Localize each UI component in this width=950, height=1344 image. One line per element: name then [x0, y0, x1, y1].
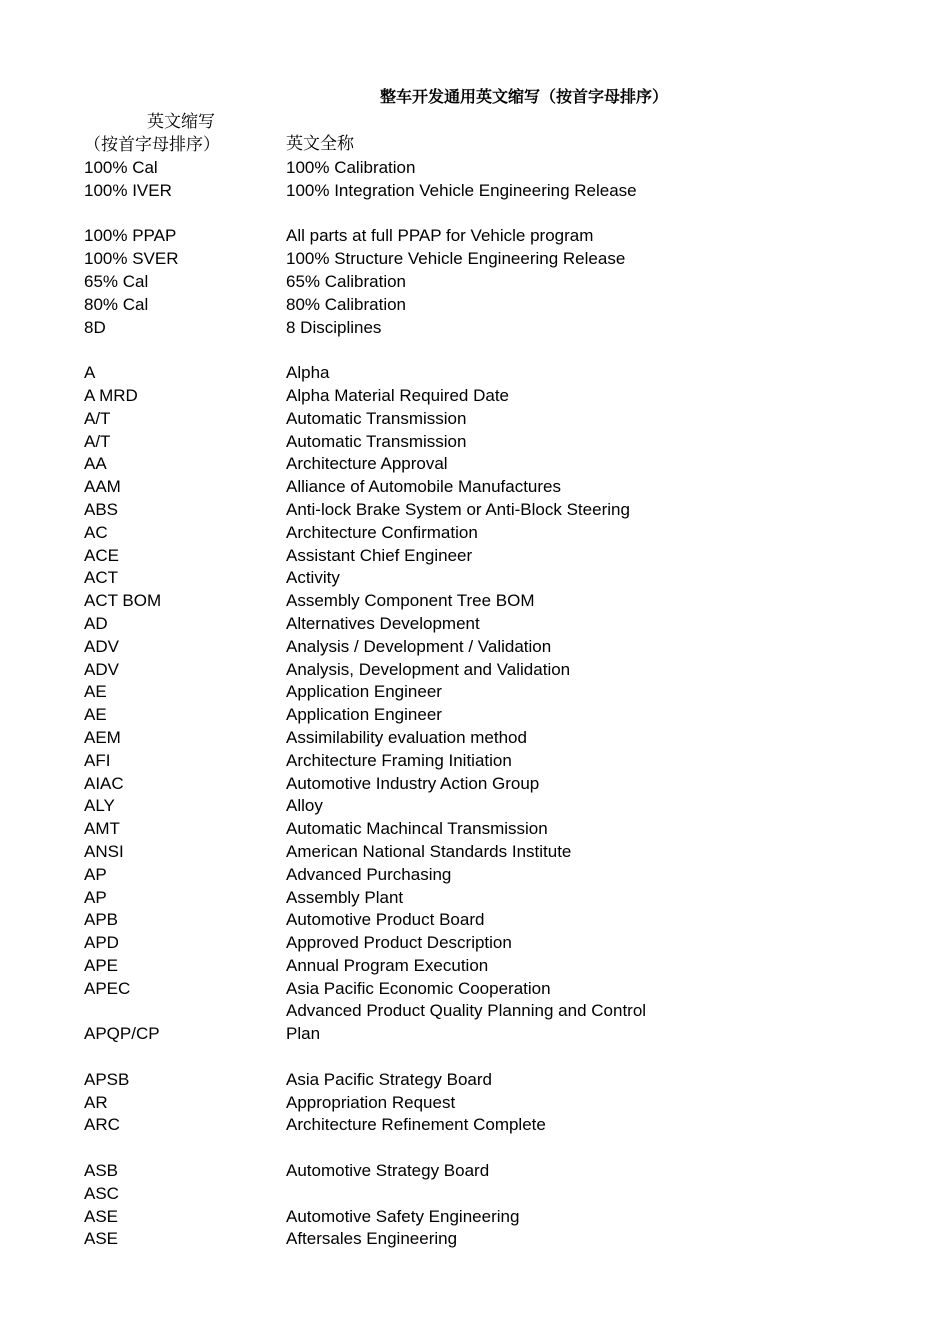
- table-row: [84, 1183, 724, 1206]
- table-row: [84, 864, 724, 887]
- abbr-cell: AE: [84, 705, 107, 725]
- table-row: [84, 1092, 724, 1115]
- table-row: [84, 727, 724, 750]
- abbr-cell: A/T: [84, 408, 111, 428]
- table-row: [84, 955, 724, 978]
- abbr-cell: ASB: [84, 1161, 119, 1181]
- full-name-cell: Analysis / Development / Validation: [286, 636, 552, 656]
- table-row: [84, 431, 724, 454]
- abbr-cell: ALY: [84, 796, 115, 816]
- full-name-cell: Approved Product Description: [286, 933, 512, 953]
- full-name-cell: Application Engineer: [286, 682, 442, 702]
- full-name-cell: Application Engineer: [286, 705, 442, 725]
- full-name-cell: Appropriation Request: [286, 1092, 456, 1112]
- full-name-cell: Architecture Confirmation: [286, 522, 478, 542]
- table-row: [84, 317, 724, 340]
- full-name-cell: [286, 1183, 724, 1206]
- table-row: [84, 1114, 724, 1137]
- table-row: [84, 362, 724, 385]
- full-name-cell: Automotive Industry Action Group: [286, 773, 540, 793]
- full-name-cell: Automatic Machincal Transmission: [286, 819, 548, 839]
- abbr-cell: AD: [84, 613, 108, 633]
- full-name-cell: [286, 203, 724, 226]
- table-row: [84, 248, 724, 271]
- full-name-cell: Anti-lock Brake System or Anti-Block Steering: [286, 499, 630, 519]
- table-row: [84, 408, 724, 431]
- full-name-cell: Activity: [286, 568, 340, 588]
- abbr-cell: APE: [84, 955, 119, 975]
- table-row: [84, 636, 724, 659]
- abbr-cell: ABS: [84, 499, 119, 519]
- abbreviation-table: [84, 157, 724, 1251]
- table-row: [84, 385, 724, 408]
- full-name-cell: Automatic Transmission: [286, 408, 467, 428]
- full-name-cell: Alpha Material Required Date: [286, 385, 510, 405]
- full-name-cell: Assembly Component Tree BOM: [286, 591, 535, 611]
- table-row: [84, 1000, 724, 1046]
- table-row: [84, 499, 724, 522]
- table-row: [84, 841, 724, 864]
- full-name-cell: 8 Disciplines: [286, 317, 382, 337]
- full-name-cell: Alliance of Automobile Manufactures: [286, 477, 561, 497]
- table-row: [84, 476, 724, 499]
- full-name-cell: Alpha: [286, 363, 330, 383]
- full-name-cell: Alloy: [286, 796, 323, 816]
- abbr-cell: 100% SVER: [84, 249, 179, 269]
- abbr-cell: ASE: [84, 1206, 119, 1226]
- blank-row: [84, 203, 724, 226]
- abbr-cell: APEC: [84, 978, 131, 998]
- abbr-cell: 100% Cal: [84, 158, 158, 177]
- full-name-cell: 80% Calibration: [286, 294, 407, 314]
- abbr-cell: ACT: [84, 568, 118, 588]
- full-name-cell: Assistant Chief Engineer: [286, 545, 473, 565]
- full-name-cell: Assembly Plant: [286, 887, 404, 907]
- header-abbr-line2: （按首字母排序）: [84, 135, 220, 154]
- full-name-cell: 100% Structure Vehicle Engineering Release: [286, 249, 626, 269]
- abbr-cell: A/T: [84, 431, 111, 451]
- full-name-cell: Architecture Refinement Complete: [286, 1115, 546, 1135]
- table-row: [84, 271, 724, 294]
- abbr-cell: APQP/CP: [84, 1024, 160, 1044]
- abbr-cell: AMT: [84, 819, 120, 839]
- full-name-cell: Advanced Product Quality Planning and Control Plan: [286, 1001, 647, 1044]
- table-row: [84, 590, 724, 613]
- full-name-cell: All parts at full PPAP for Vehicle program: [286, 226, 594, 246]
- full-name-cell: Architecture Framing Initiation: [286, 750, 512, 770]
- document-title: 整车开发通用英文缩写（按首字母排序）: [380, 89, 669, 106]
- abbr-cell: APB: [84, 910, 119, 930]
- table-row: [84, 887, 724, 910]
- table-row: [84, 545, 724, 568]
- abbr-cell: AAM: [84, 477, 121, 497]
- blank-row: [84, 1137, 724, 1160]
- abbr-cell: APD: [84, 933, 119, 953]
- full-name-cell: Asia Pacific Economic Cooperation: [286, 978, 551, 998]
- full-name-cell: Assimilability evaluation method: [286, 727, 527, 747]
- abbr-cell: AIAC: [84, 773, 124, 793]
- abbr-cell: [84, 203, 286, 226]
- table-row: [84, 750, 724, 773]
- abbr-cell: AP: [84, 864, 107, 884]
- table-row: [84, 773, 724, 796]
- table-row: [84, 1160, 724, 1183]
- abbr-cell: AA: [84, 454, 107, 474]
- full-name-cell: American National Standards Institute: [286, 841, 572, 861]
- table-row: [84, 909, 724, 932]
- abbr-cell: 65% Cal: [84, 271, 149, 291]
- abbr-cell: [84, 1046, 286, 1069]
- full-name-cell: Aftersales Engineering: [286, 1229, 458, 1249]
- table-row: [84, 453, 724, 476]
- full-name-cell: 100% Calibration: [286, 158, 416, 177]
- header-full-name: 英文全称: [286, 134, 354, 153]
- table-row: [84, 157, 724, 180]
- abbr-cell: AE: [84, 682, 107, 702]
- abbr-cell: ADV: [84, 636, 119, 656]
- full-name-cell: [286, 1046, 724, 1069]
- table-row: [84, 180, 724, 203]
- full-name-cell: Automotive Product Board: [286, 910, 485, 930]
- table-row: [84, 1069, 724, 1092]
- full-name-cell: [286, 339, 724, 362]
- abbr-cell: ARC: [84, 1115, 120, 1135]
- abbr-cell: 80% Cal: [84, 294, 149, 314]
- table-row: [84, 1228, 724, 1251]
- table-row: [84, 818, 724, 841]
- table-row: [84, 567, 724, 590]
- abbr-cell: 100% IVER: [84, 180, 172, 200]
- abbr-cell: ACT BOM: [84, 591, 162, 611]
- abbr-cell: AR: [84, 1092, 108, 1112]
- abbr-cell: ASC: [84, 1183, 119, 1203]
- table-row: [84, 795, 724, 818]
- full-name-cell: Advanced Purchasing: [286, 864, 452, 884]
- table-row: [84, 613, 724, 636]
- table-row: [84, 659, 724, 682]
- abbr-cell: AC: [84, 522, 108, 542]
- table-row: [84, 932, 724, 955]
- table-row: [84, 681, 724, 704]
- full-name-cell: Architecture Approval: [286, 454, 448, 474]
- header-abbr-line1: 英文缩写: [147, 112, 215, 131]
- abbr-cell: 100% PPAP: [84, 226, 177, 246]
- abbr-cell: [84, 339, 286, 362]
- table-row: [84, 978, 724, 1001]
- abbr-cell: ADV: [84, 659, 119, 679]
- abbr-cell: AEM: [84, 727, 121, 747]
- full-name-cell: Automatic Transmission: [286, 431, 467, 451]
- table-row: [84, 225, 724, 248]
- full-name-cell: Automotive Strategy Board: [286, 1161, 490, 1181]
- abbr-cell: A: [84, 363, 96, 383]
- full-name-cell: 65% Calibration: [286, 271, 407, 291]
- full-name-cell: Asia Pacific Strategy Board: [286, 1069, 492, 1089]
- abbr-cell: 8D: [84, 317, 106, 337]
- full-name-cell: Annual Program Execution: [286, 955, 489, 975]
- table-row: [84, 1206, 724, 1229]
- abbr-cell: [84, 1137, 286, 1160]
- table-row: [84, 294, 724, 317]
- table-row: [84, 522, 724, 545]
- abbr-cell: APSB: [84, 1069, 130, 1089]
- abbr-cell: ANSI: [84, 841, 124, 861]
- blank-row: [84, 1046, 724, 1069]
- full-name-cell: Analysis, Development and Validation: [286, 659, 571, 679]
- full-name-cell: Automotive Safety Engineering: [286, 1206, 520, 1226]
- abbr-cell: AP: [84, 887, 107, 907]
- abbr-cell: A MRD: [84, 385, 138, 405]
- table-row: [84, 704, 724, 727]
- full-name-cell: Alternatives Development: [286, 613, 480, 633]
- blank-row: [84, 339, 724, 362]
- abbr-cell: ACE: [84, 545, 119, 565]
- full-name-cell: [286, 1137, 724, 1160]
- abbr-cell: ASE: [84, 1229, 119, 1249]
- full-name-cell: 100% Integration Vehicle Engineering Release: [286, 180, 637, 200]
- abbr-cell: AFI: [84, 750, 111, 770]
